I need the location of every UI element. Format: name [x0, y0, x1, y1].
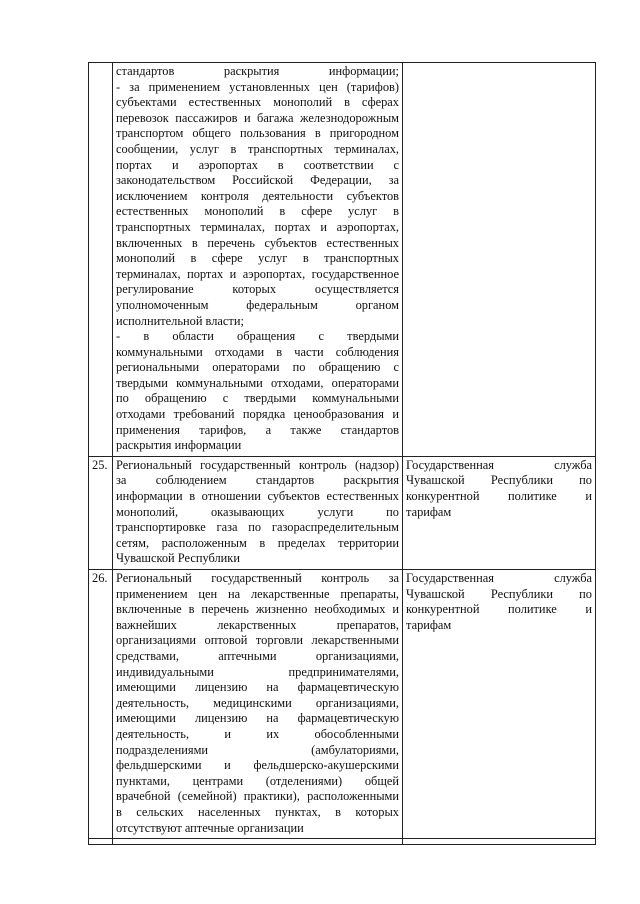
authority-line: Государственная служба [406, 457, 592, 472]
description-line: твердыми коммунальными отходами, операторами [116, 375, 399, 390]
description-line: - за применением установленных цен (тарифов) [116, 79, 399, 94]
description-line: исполнительной власти; [116, 313, 244, 328]
description-line: Региональный государственный контроль (надзор) [116, 457, 399, 472]
responsible-authority [403, 456, 596, 569]
description-line: стандартов раскрытия информации; [116, 64, 399, 78]
description-line: отходами требований порядка ценообразования и [116, 407, 399, 422]
description-line: имеющими лицензию на фармацевтическую [116, 711, 399, 726]
table-row [89, 63, 596, 457]
description-line: применением цен на лекарственные препараты, [116, 586, 399, 601]
description-line: деятельность, медицинскими организациями, [116, 695, 399, 710]
control-description [113, 570, 403, 839]
control-description [113, 63, 403, 457]
description-line: законодательством Российской Федерации, за [116, 173, 399, 188]
continuation-cell [89, 839, 113, 845]
description-line: транспортировке газа по газораспределительным [116, 520, 399, 535]
description-line: организациями оптовой торговли лекарственными [116, 633, 399, 648]
description-line: монополий, оказывающих услуги по [116, 504, 399, 519]
description-line: применения тарифов, а также стандартов [116, 422, 399, 437]
description-line: фельдшерскими и фельдшерско-акушерскими [116, 758, 399, 773]
description-line: - в области обращения с твердыми [116, 329, 399, 344]
description-line: пунктами, центрами (отделениями) общей [116, 773, 399, 788]
description-line: монополий в сфере услуг в транспортных [116, 251, 399, 266]
continuation-cell [113, 839, 403, 845]
description-line: по обращению с твердыми коммунальными [116, 391, 399, 406]
description-line: уполномоченным федеральным органом [116, 297, 399, 312]
table-row [89, 570, 596, 839]
description-line: важнейших лекарственных препаратов, [116, 617, 399, 632]
description-line: Чувашской Республики [116, 551, 240, 566]
description-line: естественных монополий в сфере услуг в [116, 204, 399, 219]
description-line: регулирование которых осуществляется [116, 282, 399, 297]
description-line: терминалах, портах и аэропортах, государственное [116, 266, 399, 281]
responsible-authority [403, 63, 596, 457]
description-line: сообщении, услуг в транспортных терминалах, [116, 141, 399, 156]
continuation-cell [403, 839, 596, 845]
authority-line: Государственная служба [406, 571, 592, 585]
description-line: раскрытия информации [116, 438, 242, 453]
authority-line: тарифам [406, 617, 452, 632]
description-line: исключением контроля деятельности субъектов [116, 188, 399, 203]
description-line: сетям, расположенным в пределах территории [116, 535, 399, 550]
description-line: за соблюдением стандартов раскрытия [116, 473, 399, 488]
description-line: индивидуальными предпринимателями, [116, 664, 399, 679]
description-line: имеющими лицензию на фармацевтическую [116, 680, 399, 695]
description-line: информации в отношении субъектов естественных [116, 489, 399, 504]
description-line: отсутствуют аптечные организации [116, 820, 304, 835]
authority-line: Чувашской Республики по [406, 473, 592, 488]
description-line: средствами, аптечными организациями, [116, 648, 399, 663]
authority-line: конкурентной политике и [406, 602, 592, 617]
description-line: транспортных терминалах, портах и аэропортах, [116, 219, 399, 234]
description-line: врачебной (семейной) практики), расположенными [116, 789, 399, 804]
description-line: региональными операторами по обращению с [116, 360, 399, 375]
description-line: портах и аэропортах в соответствии с [116, 157, 399, 172]
description-line: деятельность, и их обособленными [116, 726, 399, 741]
row-number [89, 63, 113, 457]
control-types-table [88, 62, 596, 845]
table-row [89, 456, 596, 569]
description-line: транспортом общего пользования в пригородном [116, 126, 399, 141]
control-description [113, 456, 403, 569]
description-line: Региональный государственный контроль за [116, 571, 399, 585]
authority-line: конкурентной политике и [406, 489, 592, 504]
description-line: включенные в перечень жизненно необходимых и [116, 602, 399, 617]
authority-line: тарифам [406, 504, 452, 519]
description-line: субъектами естественных монополий в сферах [116, 95, 399, 110]
row-number: 26. [89, 570, 113, 839]
responsible-authority [403, 570, 596, 839]
table-continuation [89, 839, 596, 845]
description-line: перевозок пассажиров и багажа железнодорожным [116, 110, 399, 125]
description-line: в сельских населенных пунктах, в которых [116, 804, 399, 819]
description-line: включенных в перечень субъектов естественных [116, 235, 399, 250]
row-number: 25. [89, 456, 113, 569]
authority-line: Чувашской Республики по [406, 586, 592, 601]
description-line: коммунальными отходами в части соблюдения [116, 344, 399, 359]
description-line: подразделениями (амбулаториями, [116, 742, 399, 757]
